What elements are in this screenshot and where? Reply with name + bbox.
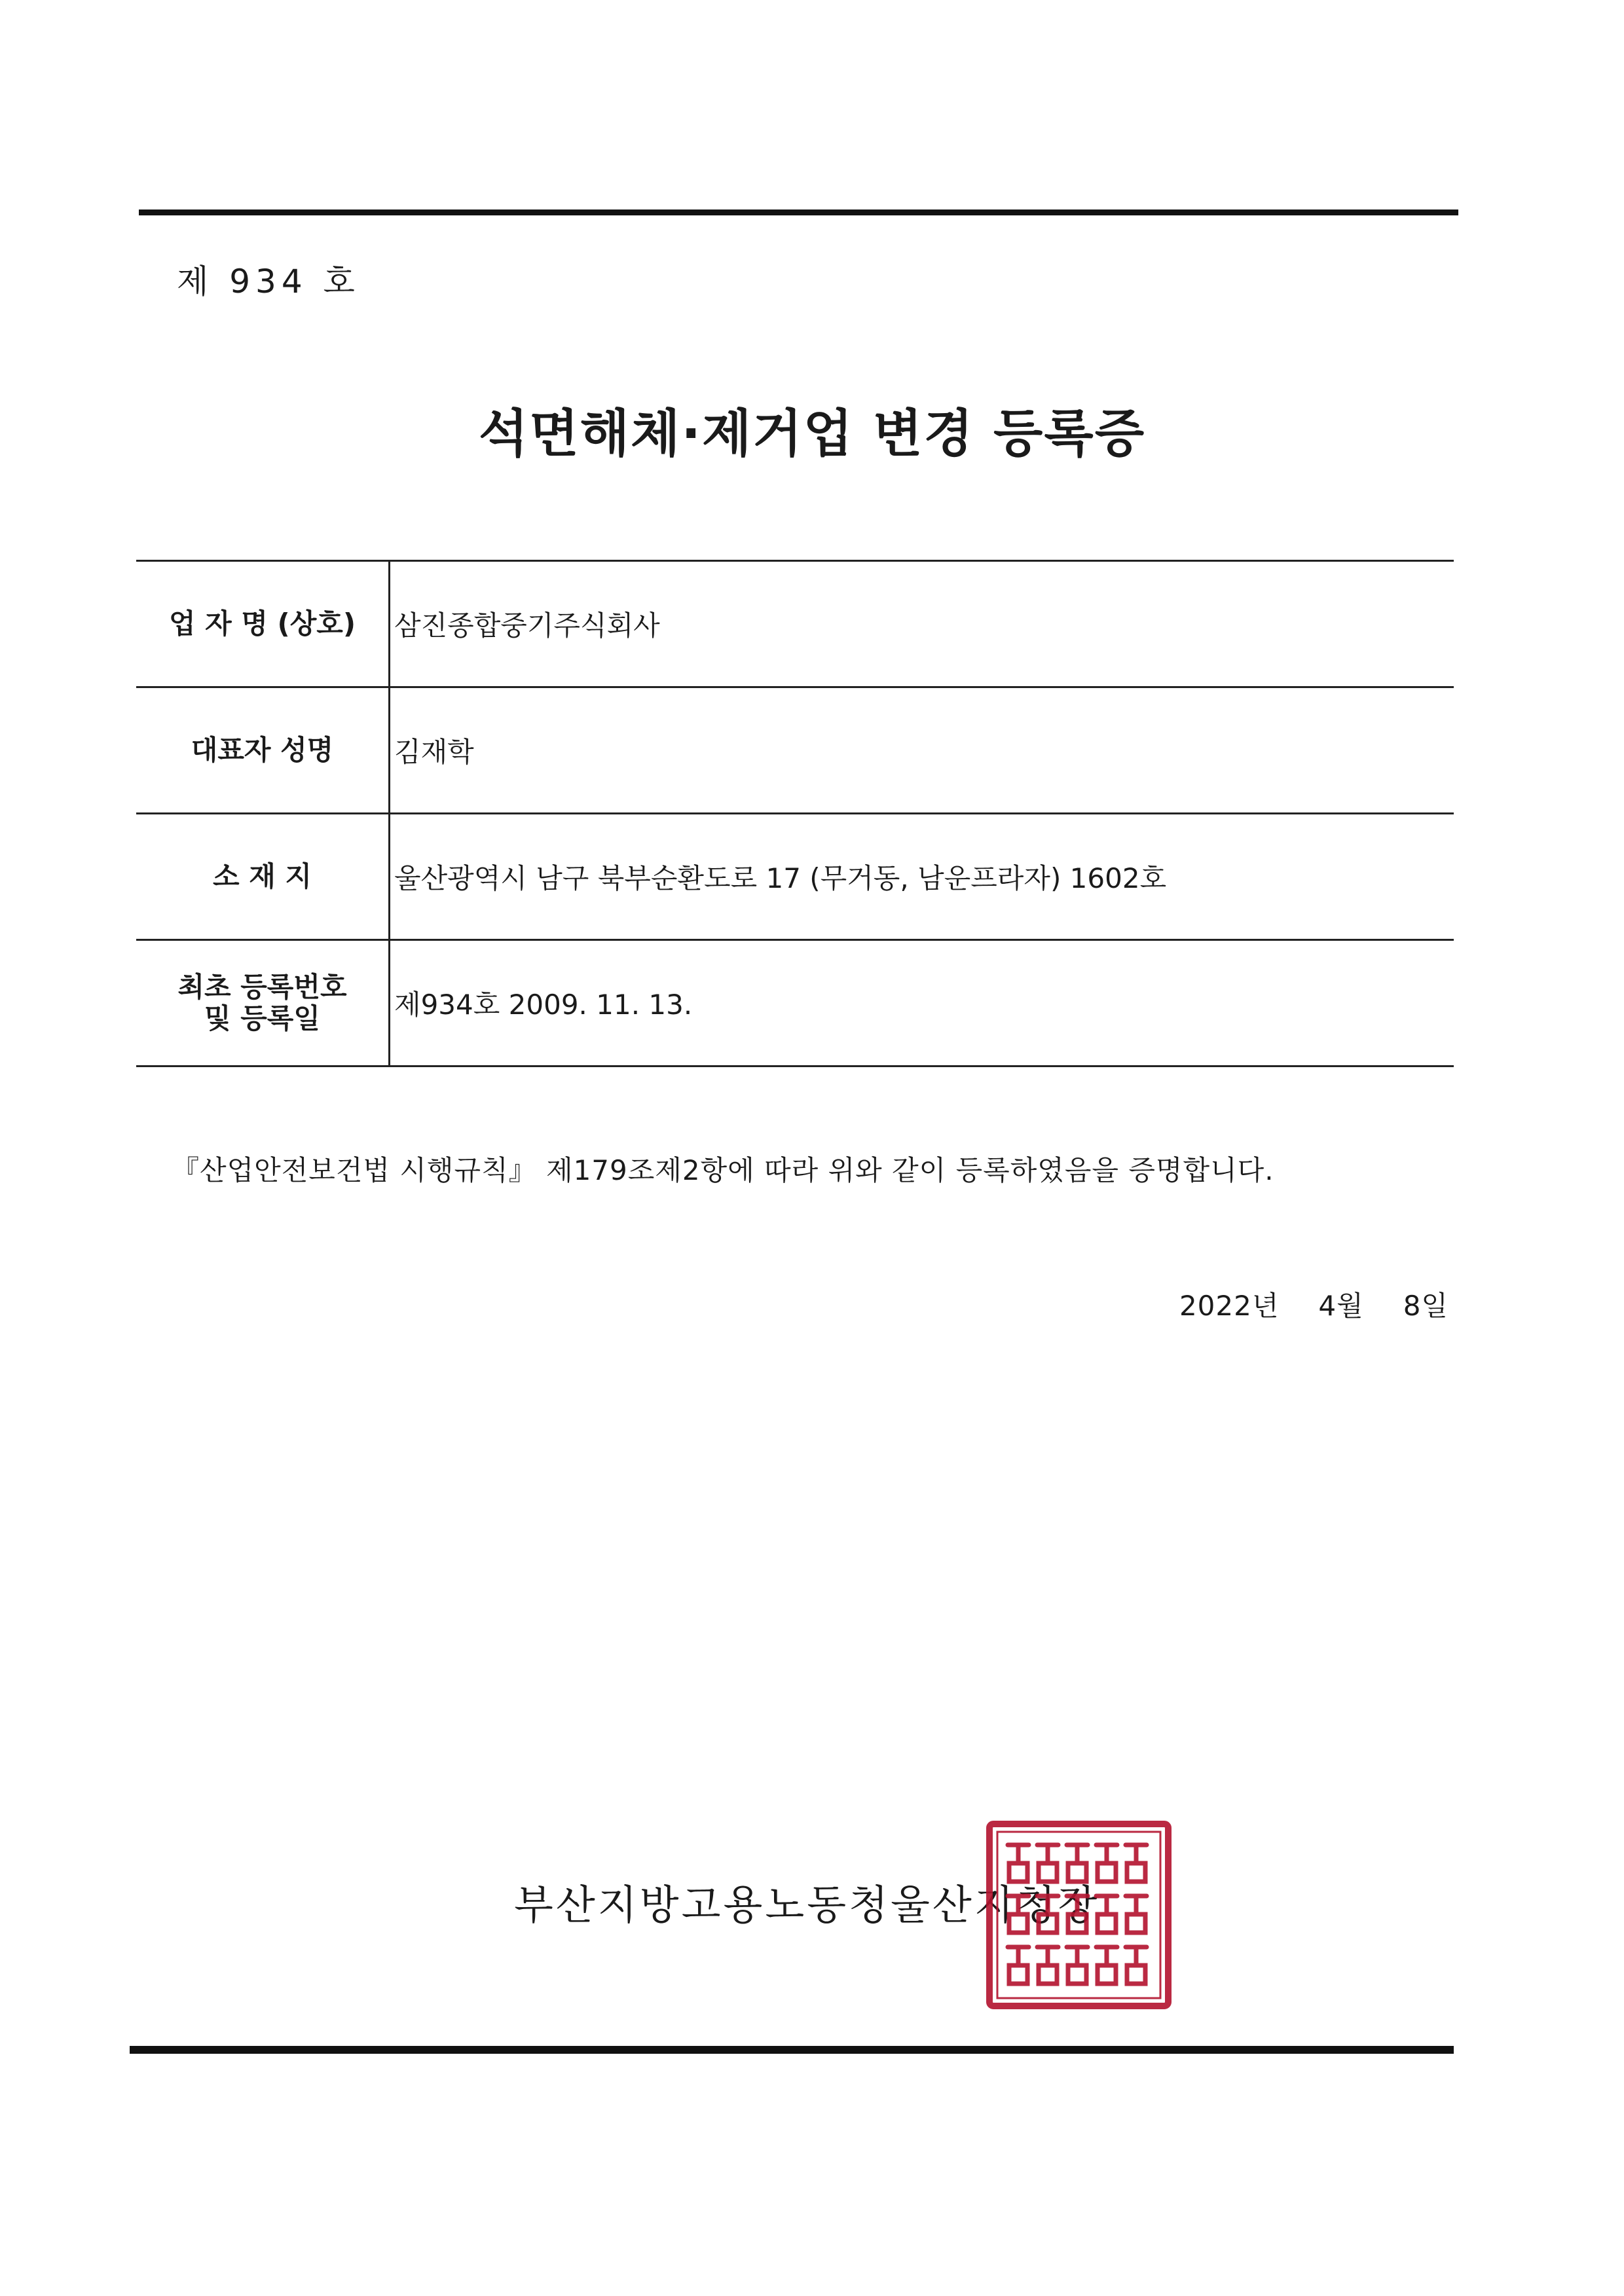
registration-info-table [136, 560, 1454, 1067]
address-label: 소 재 지 [136, 814, 390, 940]
top-rule [139, 210, 1458, 215]
company-name-value: 삼진종합중기주식회사 [390, 561, 1454, 687]
initial-registration-value: 제934호 2009. 11. 13. [390, 940, 1454, 1066]
issuer-name: 부산지방고용노동청울산지청장 [514, 1881, 1100, 1929]
table-row [136, 814, 1454, 940]
initial-registration-label [136, 940, 390, 1066]
issue-date [1179, 1285, 1449, 1324]
initial-registration-label-text: 최초 등록번호 및 등록일 [177, 971, 347, 1034]
document-title: 석면해체·제거업 변경 등록증 [478, 405, 1146, 464]
bottom-rule [130, 2046, 1454, 2054]
issue-year: 2022년 [1179, 1290, 1280, 1322]
table-row [136, 940, 1454, 1066]
issue-month: 4월 [1318, 1290, 1364, 1322]
address-value: 울산광역시 남구 북부순환도로 17 (무거동, 남운프라자) 1602호 [390, 814, 1454, 940]
table-row [136, 687, 1454, 814]
table-row [136, 561, 1454, 687]
certification-statement: 『산업안전보건법 시행규칙』 제179조제2항에 따라 위와 같이 등록하였음을 증명합니다. [172, 1154, 1274, 1186]
official-seal-icon [986, 1820, 1172, 2010]
representative-label: 대표자 성명 [136, 687, 390, 814]
representative-value: 김재학 [390, 687, 1454, 814]
company-name-label: 업 자 명 (상호) [136, 561, 390, 687]
registration-number: 제 934 호 [177, 263, 360, 301]
issue-day: 8일 [1403, 1290, 1449, 1322]
